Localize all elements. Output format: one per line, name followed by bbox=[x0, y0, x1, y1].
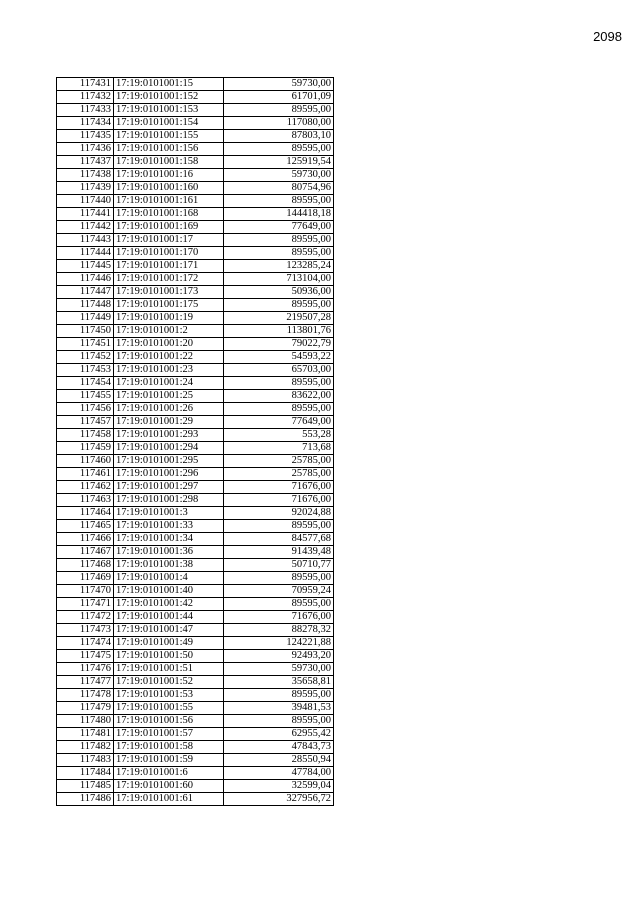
row-number-cell: 117483 bbox=[57, 754, 114, 767]
table-row bbox=[57, 234, 334, 247]
table-row bbox=[57, 728, 334, 741]
row-number-cell: 117476 bbox=[57, 663, 114, 676]
row-number-cell: 117445 bbox=[57, 260, 114, 273]
cadastral-number-cell: 17:19:0101001:38 bbox=[114, 559, 224, 572]
table-row bbox=[57, 91, 334, 104]
row-number-cell: 117433 bbox=[57, 104, 114, 117]
cadastral-number-cell: 17:19:0101001:34 bbox=[114, 533, 224, 546]
cadastral-number-cell: 17:19:0101001:58 bbox=[114, 741, 224, 754]
table-row bbox=[57, 559, 334, 572]
value-cell: 553,28 bbox=[224, 429, 334, 442]
table-row bbox=[57, 520, 334, 533]
cadastral-number-cell: 17:19:0101001:3 bbox=[114, 507, 224, 520]
table-row bbox=[57, 156, 334, 169]
value-cell: 117080,00 bbox=[224, 117, 334, 130]
value-cell: 77649,00 bbox=[224, 416, 334, 429]
value-cell: 47784,00 bbox=[224, 767, 334, 780]
row-number-cell: 117481 bbox=[57, 728, 114, 741]
value-cell: 65703,00 bbox=[224, 364, 334, 377]
table-row bbox=[57, 221, 334, 234]
table-row bbox=[57, 429, 334, 442]
value-cell: 89595,00 bbox=[224, 520, 334, 533]
value-cell: 59730,00 bbox=[224, 169, 334, 182]
row-number-cell: 117477 bbox=[57, 676, 114, 689]
cadastral-number-cell: 17:19:0101001:20 bbox=[114, 338, 224, 351]
row-number-cell: 117437 bbox=[57, 156, 114, 169]
row-number-cell: 117446 bbox=[57, 273, 114, 286]
row-number-cell: 117461 bbox=[57, 468, 114, 481]
value-cell: 47843,73 bbox=[224, 741, 334, 754]
value-cell: 25785,00 bbox=[224, 455, 334, 468]
cadastral-number-cell: 17:19:0101001:60 bbox=[114, 780, 224, 793]
value-cell: 71676,00 bbox=[224, 481, 334, 494]
cadastral-number-cell: 17:19:0101001:175 bbox=[114, 299, 224, 312]
row-number-cell: 117459 bbox=[57, 442, 114, 455]
table-row bbox=[57, 351, 334, 364]
table-row bbox=[57, 715, 334, 728]
value-cell: 144418,18 bbox=[224, 208, 334, 221]
table-row bbox=[57, 663, 334, 676]
row-number-cell: 117442 bbox=[57, 221, 114, 234]
row-number-cell: 117468 bbox=[57, 559, 114, 572]
table-row bbox=[57, 455, 334, 468]
cadastral-number-cell: 17:19:0101001:33 bbox=[114, 520, 224, 533]
value-cell: 113801,76 bbox=[224, 325, 334, 338]
cadastral-number-cell: 17:19:0101001:171 bbox=[114, 260, 224, 273]
cadastral-number-cell: 17:19:0101001:47 bbox=[114, 624, 224, 637]
cadastral-number-cell: 17:19:0101001:59 bbox=[114, 754, 224, 767]
value-cell: 91439,48 bbox=[224, 546, 334, 559]
value-cell: 92024,88 bbox=[224, 507, 334, 520]
cadastral-number-cell: 17:19:0101001:53 bbox=[114, 689, 224, 702]
value-cell: 89595,00 bbox=[224, 598, 334, 611]
value-cell: 61701,09 bbox=[224, 91, 334, 104]
table-row bbox=[57, 754, 334, 767]
row-number-cell: 117475 bbox=[57, 650, 114, 663]
table-row bbox=[57, 507, 334, 520]
value-cell: 71676,00 bbox=[224, 611, 334, 624]
value-cell: 70959,24 bbox=[224, 585, 334, 598]
value-cell: 62955,42 bbox=[224, 728, 334, 741]
cadastral-number-cell: 17:19:0101001:23 bbox=[114, 364, 224, 377]
cadastral-number-cell: 17:19:0101001:298 bbox=[114, 494, 224, 507]
row-number-cell: 117432 bbox=[57, 91, 114, 104]
value-cell: 83622,00 bbox=[224, 390, 334, 403]
table-row bbox=[57, 182, 334, 195]
value-cell: 89595,00 bbox=[224, 403, 334, 416]
row-number-cell: 117449 bbox=[57, 312, 114, 325]
cadastral-number-cell: 17:19:0101001:56 bbox=[114, 715, 224, 728]
value-cell: 79022,79 bbox=[224, 338, 334, 351]
row-number-cell: 117467 bbox=[57, 546, 114, 559]
cadastral-number-cell: 17:19:0101001:15 bbox=[114, 78, 224, 91]
row-number-cell: 117460 bbox=[57, 455, 114, 468]
table-row bbox=[57, 585, 334, 598]
value-cell: 125919,54 bbox=[224, 156, 334, 169]
cadastral-number-cell: 17:19:0101001:44 bbox=[114, 611, 224, 624]
value-cell: 87803,10 bbox=[224, 130, 334, 143]
cadastral-number-cell: 17:19:0101001:26 bbox=[114, 403, 224, 416]
row-number-cell: 117454 bbox=[57, 377, 114, 390]
table-row bbox=[57, 364, 334, 377]
row-number-cell: 117443 bbox=[57, 234, 114, 247]
value-cell: 54593,22 bbox=[224, 351, 334, 364]
table-row bbox=[57, 247, 334, 260]
cadastral-number-cell: 17:19:0101001:293 bbox=[114, 429, 224, 442]
value-cell: 89595,00 bbox=[224, 572, 334, 585]
cadastral-number-cell: 17:19:0101001:169 bbox=[114, 221, 224, 234]
value-cell: 713,68 bbox=[224, 442, 334, 455]
cadastral-number-cell: 17:19:0101001:161 bbox=[114, 195, 224, 208]
row-number-cell: 117478 bbox=[57, 689, 114, 702]
table-row bbox=[57, 195, 334, 208]
row-number-cell: 117470 bbox=[57, 585, 114, 598]
table-row bbox=[57, 689, 334, 702]
value-cell: 89595,00 bbox=[224, 715, 334, 728]
cadastral-number-cell: 17:19:0101001:57 bbox=[114, 728, 224, 741]
cadastral-number-cell: 17:19:0101001:170 bbox=[114, 247, 224, 260]
cadastral-number-cell: 17:19:0101001:29 bbox=[114, 416, 224, 429]
value-cell: 92493,20 bbox=[224, 650, 334, 663]
value-cell: 28550,94 bbox=[224, 754, 334, 767]
value-cell: 88278,32 bbox=[224, 624, 334, 637]
row-number-cell: 117441 bbox=[57, 208, 114, 221]
row-number-cell: 117457 bbox=[57, 416, 114, 429]
cadastral-number-cell: 17:19:0101001:295 bbox=[114, 455, 224, 468]
table-row bbox=[57, 273, 334, 286]
cadastral-value-table bbox=[56, 77, 334, 806]
value-cell: 80754,96 bbox=[224, 182, 334, 195]
row-number-cell: 117456 bbox=[57, 403, 114, 416]
row-number-cell: 117458 bbox=[57, 429, 114, 442]
value-cell: 89595,00 bbox=[224, 377, 334, 390]
table-row bbox=[57, 494, 334, 507]
value-cell: 25785,00 bbox=[224, 468, 334, 481]
value-cell: 123285,24 bbox=[224, 260, 334, 273]
cadastral-number-cell: 17:19:0101001:4 bbox=[114, 572, 224, 585]
value-cell: 59730,00 bbox=[224, 78, 334, 91]
table-row bbox=[57, 299, 334, 312]
table-row bbox=[57, 572, 334, 585]
cadastral-number-cell: 17:19:0101001:294 bbox=[114, 442, 224, 455]
table-row bbox=[57, 481, 334, 494]
table-row bbox=[57, 442, 334, 455]
cadastral-number-cell: 17:19:0101001:36 bbox=[114, 546, 224, 559]
table-row bbox=[57, 416, 334, 429]
cadastral-number-cell: 17:19:0101001:6 bbox=[114, 767, 224, 780]
table-row bbox=[57, 390, 334, 403]
row-number-cell: 117448 bbox=[57, 299, 114, 312]
value-cell: 89595,00 bbox=[224, 104, 334, 117]
table-row bbox=[57, 78, 334, 91]
cadastral-number-cell: 17:19:0101001:172 bbox=[114, 273, 224, 286]
table-row bbox=[57, 702, 334, 715]
cadastral-number-cell: 17:19:0101001:297 bbox=[114, 481, 224, 494]
row-number-cell: 117480 bbox=[57, 715, 114, 728]
table-row bbox=[57, 117, 334, 130]
row-number-cell: 117450 bbox=[57, 325, 114, 338]
cadastral-number-cell: 17:19:0101001:155 bbox=[114, 130, 224, 143]
cadastral-number-cell: 17:19:0101001:42 bbox=[114, 598, 224, 611]
row-number-cell: 117440 bbox=[57, 195, 114, 208]
cadastral-number-cell: 17:19:0101001:2 bbox=[114, 325, 224, 338]
value-cell: 50936,00 bbox=[224, 286, 334, 299]
table-body bbox=[57, 78, 334, 806]
row-number-cell: 117485 bbox=[57, 780, 114, 793]
row-number-cell: 117435 bbox=[57, 130, 114, 143]
row-number-cell: 117472 bbox=[57, 611, 114, 624]
value-cell: 39481,53 bbox=[224, 702, 334, 715]
value-cell: 71676,00 bbox=[224, 494, 334, 507]
table-row bbox=[57, 637, 334, 650]
row-number-cell: 117444 bbox=[57, 247, 114, 260]
page-number: 2098 bbox=[593, 29, 622, 44]
cadastral-number-cell: 17:19:0101001:50 bbox=[114, 650, 224, 663]
row-number-cell: 117463 bbox=[57, 494, 114, 507]
cadastral-number-cell: 17:19:0101001:16 bbox=[114, 169, 224, 182]
cadastral-number-cell: 17:19:0101001:154 bbox=[114, 117, 224, 130]
row-number-cell: 117464 bbox=[57, 507, 114, 520]
row-number-cell: 117434 bbox=[57, 117, 114, 130]
row-number-cell: 117436 bbox=[57, 143, 114, 156]
row-number-cell: 117479 bbox=[57, 702, 114, 715]
table-row bbox=[57, 533, 334, 546]
cadastral-number-cell: 17:19:0101001:51 bbox=[114, 663, 224, 676]
cadastral-number-cell: 17:19:0101001:22 bbox=[114, 351, 224, 364]
row-number-cell: 117453 bbox=[57, 364, 114, 377]
row-number-cell: 117439 bbox=[57, 182, 114, 195]
row-number-cell: 117482 bbox=[57, 741, 114, 754]
cadastral-number-cell: 17:19:0101001:168 bbox=[114, 208, 224, 221]
row-number-cell: 117452 bbox=[57, 351, 114, 364]
row-number-cell: 117486 bbox=[57, 793, 114, 806]
row-number-cell: 117469 bbox=[57, 572, 114, 585]
table-row bbox=[57, 793, 334, 806]
row-number-cell: 117474 bbox=[57, 637, 114, 650]
cadastral-number-cell: 17:19:0101001:153 bbox=[114, 104, 224, 117]
row-number-cell: 117438 bbox=[57, 169, 114, 182]
table-row bbox=[57, 325, 334, 338]
value-cell: 89595,00 bbox=[224, 143, 334, 156]
table-row bbox=[57, 377, 334, 390]
table-row bbox=[57, 676, 334, 689]
value-cell: 713104,00 bbox=[224, 273, 334, 286]
row-number-cell: 117484 bbox=[57, 767, 114, 780]
cadastral-number-cell: 17:19:0101001:25 bbox=[114, 390, 224, 403]
cadastral-number-cell: 17:19:0101001:156 bbox=[114, 143, 224, 156]
row-number-cell: 117471 bbox=[57, 598, 114, 611]
value-cell: 219507,28 bbox=[224, 312, 334, 325]
table-row bbox=[57, 403, 334, 416]
cadastral-number-cell: 17:19:0101001:160 bbox=[114, 182, 224, 195]
value-cell: 124221,88 bbox=[224, 637, 334, 650]
table-row bbox=[57, 208, 334, 221]
cadastral-number-cell: 17:19:0101001:55 bbox=[114, 702, 224, 715]
table-row bbox=[57, 169, 334, 182]
cadastral-number-cell: 17:19:0101001:19 bbox=[114, 312, 224, 325]
cadastral-number-cell: 17:19:0101001:52 bbox=[114, 676, 224, 689]
row-number-cell: 117465 bbox=[57, 520, 114, 533]
table-row bbox=[57, 650, 334, 663]
cadastral-number-cell: 17:19:0101001:49 bbox=[114, 637, 224, 650]
row-number-cell: 117431 bbox=[57, 78, 114, 91]
cadastral-number-cell: 17:19:0101001:173 bbox=[114, 286, 224, 299]
table-row bbox=[57, 780, 334, 793]
table-row bbox=[57, 130, 334, 143]
value-cell: 89595,00 bbox=[224, 234, 334, 247]
table-row bbox=[57, 598, 334, 611]
table-row bbox=[57, 104, 334, 117]
value-cell: 89595,00 bbox=[224, 195, 334, 208]
table-row bbox=[57, 286, 334, 299]
value-cell: 327956,72 bbox=[224, 793, 334, 806]
row-number-cell: 117466 bbox=[57, 533, 114, 546]
table-row bbox=[57, 767, 334, 780]
cadastral-number-cell: 17:19:0101001:152 bbox=[114, 91, 224, 104]
table-row bbox=[57, 143, 334, 156]
row-number-cell: 117462 bbox=[57, 481, 114, 494]
row-number-cell: 117455 bbox=[57, 390, 114, 403]
row-number-cell: 117451 bbox=[57, 338, 114, 351]
table-row bbox=[57, 468, 334, 481]
value-cell: 77649,00 bbox=[224, 221, 334, 234]
value-cell: 59730,00 bbox=[224, 663, 334, 676]
value-cell: 50710,77 bbox=[224, 559, 334, 572]
value-cell: 89595,00 bbox=[224, 247, 334, 260]
table-row bbox=[57, 611, 334, 624]
cadastral-number-cell: 17:19:0101001:24 bbox=[114, 377, 224, 390]
value-cell: 89595,00 bbox=[224, 299, 334, 312]
row-number-cell: 117447 bbox=[57, 286, 114, 299]
value-cell: 32599,04 bbox=[224, 780, 334, 793]
cadastral-number-cell: 17:19:0101001:158 bbox=[114, 156, 224, 169]
value-cell: 84577,68 bbox=[224, 533, 334, 546]
value-cell: 89595,00 bbox=[224, 689, 334, 702]
table-row bbox=[57, 260, 334, 273]
cadastral-number-cell: 17:19:0101001:40 bbox=[114, 585, 224, 598]
row-number-cell: 117473 bbox=[57, 624, 114, 637]
cadastral-number-cell: 17:19:0101001:61 bbox=[114, 793, 224, 806]
value-cell: 35658,81 bbox=[224, 676, 334, 689]
table-row bbox=[57, 741, 334, 754]
table-row bbox=[57, 546, 334, 559]
cadastral-number-cell: 17:19:0101001:296 bbox=[114, 468, 224, 481]
table-row bbox=[57, 624, 334, 637]
cadastral-number-cell: 17:19:0101001:17 bbox=[114, 234, 224, 247]
table-row bbox=[57, 312, 334, 325]
table-row bbox=[57, 338, 334, 351]
